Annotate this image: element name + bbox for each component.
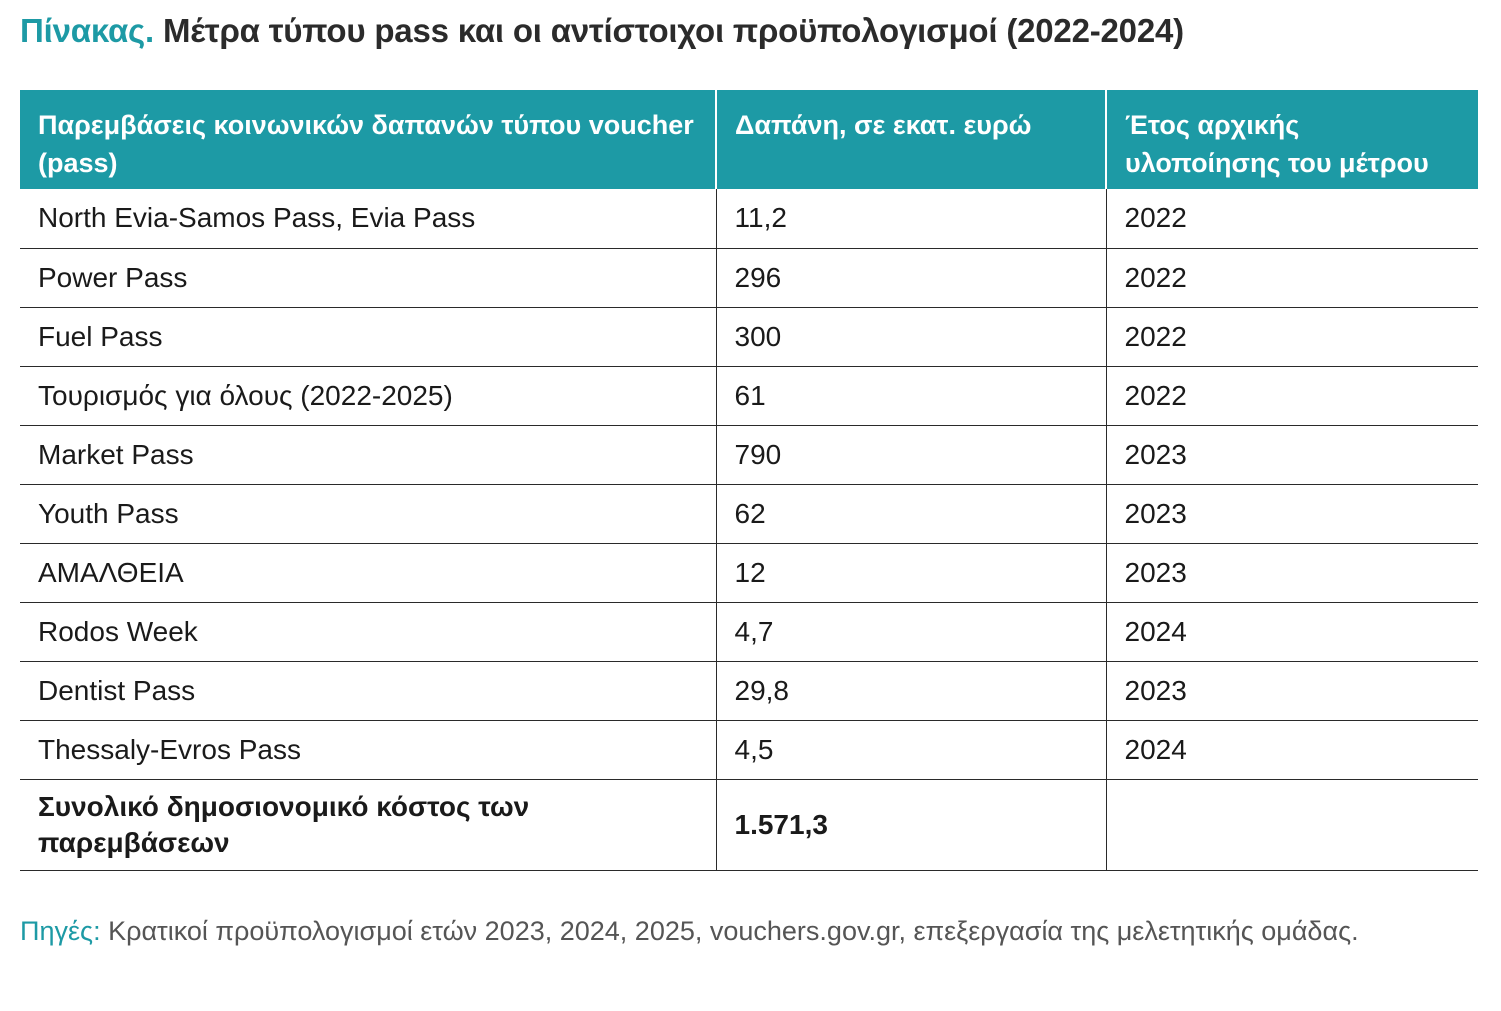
title-prefix: Πίνακας. [20,12,154,49]
cell-year: 2024 [1106,720,1478,779]
cell-cost: 4,7 [716,602,1106,661]
cell-year: 2022 [1106,248,1478,307]
voucher-table [20,90,1478,871]
cell-year: 2023 [1106,425,1478,484]
table-row [20,543,1478,602]
cell-year: 2023 [1106,661,1478,720]
header-row [20,90,1478,189]
cell-name: Rodos Week [20,602,716,661]
table-row [20,366,1478,425]
sources-note [20,912,1440,951]
table-body [20,189,1478,870]
cell-name: Youth Pass [20,484,716,543]
total-row [20,779,1478,870]
table-header [20,90,1478,189]
cell-cost: 11,2 [716,189,1106,248]
cell-year: 2022 [1106,366,1478,425]
cell-year: 2023 [1106,484,1478,543]
sources-text: Κρατικοί προϋπολογισμοί ετών 2023, 2024, 2025, vouchers.gov.gr, επεξεργασία της μελετητικής ομάδας. [100,916,1359,946]
cell-cost: 29,8 [716,661,1106,720]
cell-name: Dentist Pass [20,661,716,720]
header-intervention: Παρεμβάσεις κοινωνικών δαπανών τύπου voucher (pass) [20,90,716,189]
cell-cost: 790 [716,425,1106,484]
cell-name: ΑΜΑΛΘΕΙΑ [20,543,716,602]
cell-cost: 4,5 [716,720,1106,779]
page-title [20,12,1184,50]
cell-name: Power Pass [20,248,716,307]
total-year [1106,779,1478,870]
cell-year: 2023 [1106,543,1478,602]
cell-name: Τουρισμός για όλους (2022-2025) [20,366,716,425]
table-row [20,484,1478,543]
table-row [20,248,1478,307]
total-cost: 1.571,3 [716,779,1106,870]
table-row [20,189,1478,248]
cell-cost: 12 [716,543,1106,602]
cell-year: 2022 [1106,189,1478,248]
cell-cost: 300 [716,307,1106,366]
table-row [20,661,1478,720]
table-row [20,602,1478,661]
cell-name: Market Pass [20,425,716,484]
header-cost: Δαπάνη, σε εκατ. ευρώ [716,90,1106,189]
sources-label: Πηγές: [20,916,101,946]
cell-name: Fuel Pass [20,307,716,366]
cell-name: Thessaly-Evros Pass [20,720,716,779]
table-row [20,307,1478,366]
total-label: Συνολικό δημοσιονομικό κόστος των παρεμβάσεων [20,779,716,870]
cell-year: 2024 [1106,602,1478,661]
cell-year: 2022 [1106,307,1478,366]
table-row [20,720,1478,779]
cell-name: North Evia-Samos Pass, Evia Pass [20,189,716,248]
cell-cost: 296 [716,248,1106,307]
table-row [20,425,1478,484]
header-year: Έτος αρχικής υλοποίησης του μέτρου [1106,90,1478,189]
title-text: Μέτρα τύπου pass και οι αντίστοιχοι προϋπολογισμοί (2022-2024) [162,12,1184,49]
cell-cost: 61 [716,366,1106,425]
cell-cost: 62 [716,484,1106,543]
